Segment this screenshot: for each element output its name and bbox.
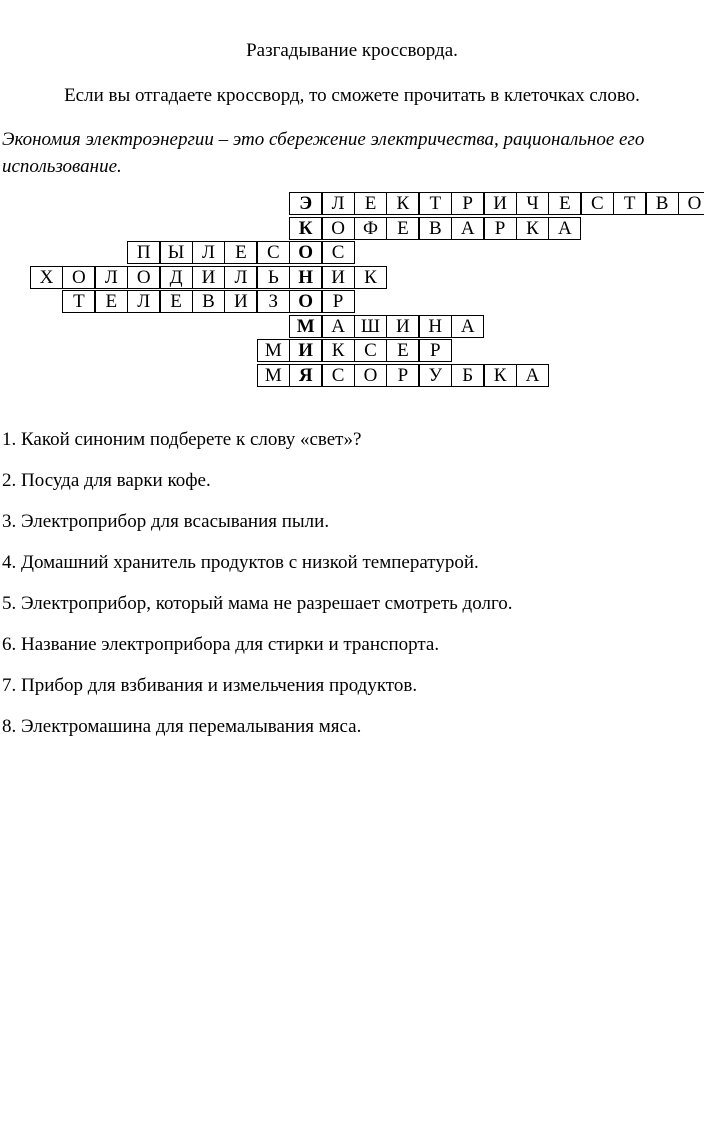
crossword-cell: У	[419, 364, 452, 387]
crossword-cell: Р	[451, 192, 484, 215]
crossword-cell: Л	[95, 266, 128, 289]
crossword-cell: А	[516, 364, 549, 387]
crossword-key-cell: Э	[289, 192, 322, 215]
crossword-cell: Ш	[354, 315, 387, 338]
question-item: 1. Какой синоним подберете к слову «свет»?	[2, 429, 362, 450]
crossword-cell: Р	[419, 339, 452, 362]
crossword-cell: К	[484, 364, 517, 387]
crossword-cell: Е	[95, 290, 128, 313]
crossword-cell: И	[386, 315, 419, 338]
crossword-cell: Л	[192, 241, 225, 264]
crossword-cell: П	[127, 241, 160, 264]
crossword-cell: Е	[386, 339, 419, 362]
crossword-cell: С	[257, 241, 290, 264]
question-item: 3. Электроприбор для всасывания пыли.	[2, 511, 330, 532]
crossword-key-cell: Я	[289, 364, 322, 387]
crossword-cell: А	[451, 315, 484, 338]
crossword-cell: Е	[548, 192, 581, 215]
crossword-cell: А	[451, 217, 484, 240]
crossword-cell: К	[354, 266, 387, 289]
crossword-cell: В	[419, 217, 452, 240]
crossword-key-cell: О	[289, 241, 322, 264]
crossword-cell: Е	[386, 217, 419, 240]
crossword-cell: И	[322, 266, 355, 289]
crossword-grid	[0, 192, 704, 390]
crossword-cell: Е	[160, 290, 193, 313]
crossword-key-cell: Н	[289, 266, 322, 289]
crossword-cell: О	[322, 217, 355, 240]
crossword-cell: С	[581, 192, 614, 215]
crossword-cell: К	[516, 217, 549, 240]
crossword-key-cell: К	[289, 217, 322, 240]
question-item: 6. Название электроприбора для стирки и транспорта.	[2, 634, 440, 655]
crossword-cell: Т	[62, 290, 95, 313]
crossword-cell: В	[646, 192, 679, 215]
crossword-cell: Б	[451, 364, 484, 387]
page-title: Разгадывание кроссворда.	[246, 40, 458, 61]
crossword-cell: М	[257, 364, 290, 387]
crossword-cell: К	[322, 339, 355, 362]
crossword-cell: Л	[224, 266, 257, 289]
crossword-key-cell: М	[289, 315, 322, 338]
crossword-cell: Р	[386, 364, 419, 387]
crossword-key-cell: И	[289, 339, 322, 362]
crossword-cell: С	[354, 339, 387, 362]
crossword-cell: Р	[322, 290, 355, 313]
crossword-cell: Л	[127, 290, 160, 313]
crossword-cell: О	[62, 266, 95, 289]
question-item: 8. Электромашина для перемалывания мяса.	[2, 716, 362, 737]
definition-text: Экономия электроэнергии – это сбережение электричества, рациональное его использование.	[2, 129, 645, 177]
crossword-cell: Л	[322, 192, 355, 215]
question-item: 2. Посуда для варки кофе.	[2, 470, 211, 491]
crossword-cell: Н	[419, 315, 452, 338]
crossword-cell: А	[322, 315, 355, 338]
crossword-cell: Ы	[160, 241, 193, 264]
crossword-cell: Е	[354, 192, 387, 215]
crossword-cell: Ф	[354, 217, 387, 240]
instructions-text: Если вы отгадаете кроссворд, то сможете прочитать в клеточках слово.	[64, 85, 640, 106]
crossword-cell: И	[224, 290, 257, 313]
crossword-cell: З	[257, 290, 290, 313]
crossword-cell: О	[678, 192, 704, 215]
question-item: 4. Домашний хранитель продуктов с низкой температурой.	[2, 552, 479, 573]
question-item: 7. Прибор для взбивания и измельчения продуктов.	[2, 675, 418, 696]
crossword-cell: Т	[419, 192, 452, 215]
crossword-cell: Х	[30, 266, 63, 289]
crossword-cell: С	[322, 364, 355, 387]
crossword-cell: Ь	[257, 266, 290, 289]
crossword-cell: В	[192, 290, 225, 313]
crossword-cell: Ч	[516, 192, 549, 215]
crossword-cell: Д	[160, 266, 193, 289]
crossword-key-cell: О	[289, 290, 322, 313]
questions-list	[2, 428, 702, 756]
crossword-cell: Т	[613, 192, 646, 215]
crossword-cell: Р	[484, 217, 517, 240]
crossword-cell: О	[127, 266, 160, 289]
crossword-cell: М	[257, 339, 290, 362]
crossword-cell: С	[322, 241, 355, 264]
crossword-cell: Е	[224, 241, 257, 264]
question-item: 5. Электроприбор, который мама не разрешает смотреть долго.	[2, 593, 513, 614]
crossword-cell: А	[548, 217, 581, 240]
crossword-cell: И	[192, 266, 225, 289]
crossword-cell: О	[354, 364, 387, 387]
crossword-cell: И	[484, 192, 517, 215]
crossword-cell: К	[386, 192, 419, 215]
